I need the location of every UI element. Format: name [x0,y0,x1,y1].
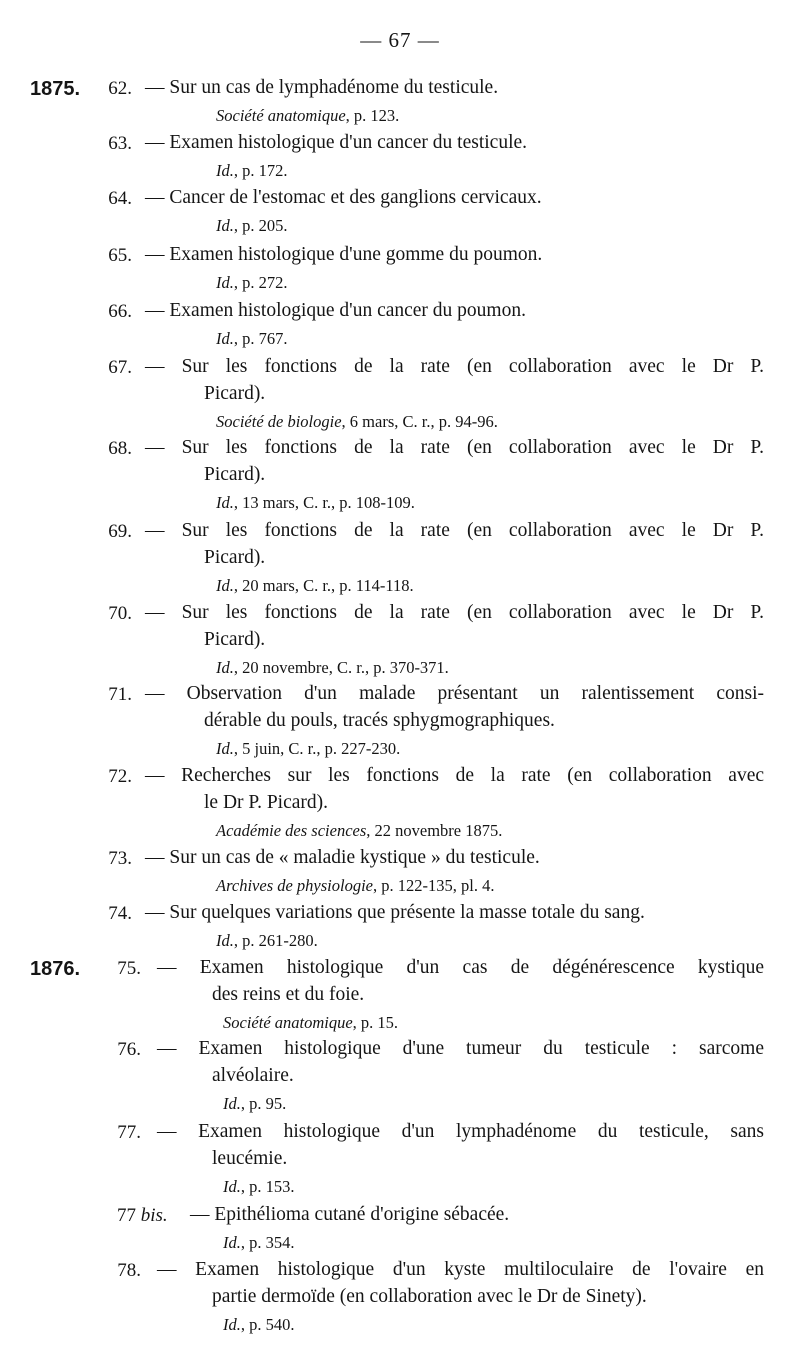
entry-title-line: — Observation d'un malade présentant un ralentissement consi- [145,683,764,704]
reference-source: Id. [216,576,234,595]
reference-details: , p. 205. [233,216,288,235]
reference-source: Id. [216,493,234,512]
entry-title-line: — Sur les fonctions de la rate (en collaboration avec le Dr P. [145,520,764,541]
reference-details: , p. 172. [233,161,288,180]
reference-source: Société de biologie [216,412,342,431]
reference-source: Id. [223,1233,241,1252]
entry-reference [216,739,400,759]
reference-source: Académie des sciences [216,821,367,840]
entry-number: 69. [108,521,132,542]
entry-number: 78. [117,1260,141,1281]
entry-title-line: — Sur quelques variations que présente la masse totale du sang. [145,902,645,923]
reference-details: , 13 mars, C. r., p. 108-109. [233,493,415,512]
entry-title-line: leucémie. [212,1148,288,1169]
entry-title-line: Picard). [204,629,266,650]
entry-reference [216,493,415,513]
entry-title-line: Picard). [204,383,266,404]
entry-number: 73. [108,848,132,869]
reference-details: , p. 354. [240,1233,295,1252]
reference-source: Société anatomique [216,106,346,125]
entry-number: 68. [108,438,132,459]
reference-details: , 20 mars, C. r., p. 114-118. [233,576,414,595]
reference-source: Id. [216,329,234,348]
entry-title-line: — Sur les fonctions de la rate (en collaboration avec le Dr P. [145,437,764,458]
reference-details: , p. 15. [352,1013,399,1032]
reference-source: Id. [223,1094,241,1113]
entry-title-line: — Examen histologique d'un kyste multiloculaire de l'ovaire en [157,1259,764,1280]
entry-title-line: — Sur un cas de « maladie kystique » du testicule. [145,847,540,868]
entry-number: 67. [108,357,132,378]
reference-source: Id. [216,161,234,180]
reference-source: Id. [216,658,234,677]
entry-reference [216,273,288,293]
reference-details: , p. 767. [233,329,288,348]
reference-details: , 20 novembre, C. r., p. 370-371. [233,658,449,677]
entry-title-line: — Examen histologique d'un cancer du testicule. [145,132,528,153]
entry-title-line: le Dr P. Picard). [204,792,329,813]
reference-details: , p. 153. [240,1177,295,1196]
reference-details: , p. 261-280. [233,931,318,950]
entry-title-line: — Examen histologique d'une gomme du poumon. [145,244,543,265]
entry-title-line: — Sur les fonctions de la rate (en collaboration avec le Dr P. [145,602,764,623]
entry-year: 1875. [30,78,81,100]
reference-source: Id. [216,739,234,758]
reference-details: , p. 122-135, pl. 4. [373,876,495,895]
entry-number: 74. [108,903,132,924]
entry-title-line: des reins et du foie. [212,984,365,1005]
entry-reference [216,216,288,236]
entry-number: 63. [108,133,132,154]
entry-title-line: alvéolaire. [212,1065,294,1086]
entry-title-line: — Epithélioma cutané d'origine sébacée. [190,1204,510,1225]
reference-source: Id. [223,1315,241,1334]
entry-reference [216,329,288,349]
entry-reference [223,1315,295,1335]
entry-reference [223,1177,295,1197]
page-number: — 67 — [360,28,440,52]
reference-details: , p. 95. [240,1094,287,1113]
entry-year: 1876. [30,958,81,980]
reference-details: , 6 mars, C. r., p. 94-96. [341,412,498,431]
entry-reference [216,576,414,596]
entry-reference [223,1233,295,1253]
entry-number: 62. [108,78,132,99]
entry-title-line: — Recherches sur les fonctions de la rate (en collaboration avec [145,765,764,786]
entry-title-line: Picard). [204,547,266,568]
reference-details: , p. 123. [345,106,400,125]
reference-source: Id. [216,273,234,292]
entry-number: 72. [108,766,132,787]
entry-title-line: — Cancer de l'estomac et des ganglions cervicaux. [145,187,542,208]
reference-details: , p. 272. [233,273,288,292]
entry-number: 65. [108,245,132,266]
entry-number: 64. [108,188,132,209]
reference-details: , 22 novembre 1875. [366,821,503,840]
entry-reference [216,106,399,126]
entry-title-line: partie dermoïde (en collaboration avec le Dr de Sinety). [212,1286,647,1307]
reference-source: Id. [223,1177,241,1196]
reference-details: , 5 juin, C. r., p. 227-230. [233,739,401,758]
entry-title-line: — Sur un cas de lymphadénome du testicule. [145,77,499,98]
entry-reference [216,876,494,896]
entry-number: 77. [117,1122,141,1143]
entry-reference [216,658,449,678]
entry-reference [216,161,288,181]
entry-reference [216,821,502,841]
entry-reference [216,931,318,951]
entry-reference [223,1013,398,1033]
entry-reference [223,1094,286,1114]
reference-source: Archives de physiologie [216,876,374,895]
entry-number: 75. [117,958,141,979]
entry-number: 77 bis. [117,1205,168,1226]
entry-title-line: Picard). [204,464,266,485]
entry-title-line: — Examen histologique d'un lymphadénome du testicule, sans [157,1121,764,1142]
entry-number: 71. [108,684,132,705]
entry-number: 66. [108,301,132,322]
entry-title-line: — Examen histologique d'un cancer du poumon. [145,300,526,321]
entry-title-line: — Examen histologique d'une tumeur du testicule : sarcome [157,1038,764,1059]
entry-title-line: dérable du pouls, tracés sphygmographiques. [204,710,555,731]
entry-title-line: — Examen histologique d'un cas de dégénérescence kystique [157,957,764,978]
reference-details: , p. 540. [240,1315,295,1334]
entry-number: 76. [117,1039,141,1060]
entry-reference [216,412,498,432]
entry-number: 70. [108,603,132,624]
entry-title-line: — Sur les fonctions de la rate (en collaboration avec le Dr P. [145,356,764,377]
reference-source: Id. [216,216,234,235]
reference-source: Id. [216,931,234,950]
reference-source: Société anatomique [223,1013,353,1032]
